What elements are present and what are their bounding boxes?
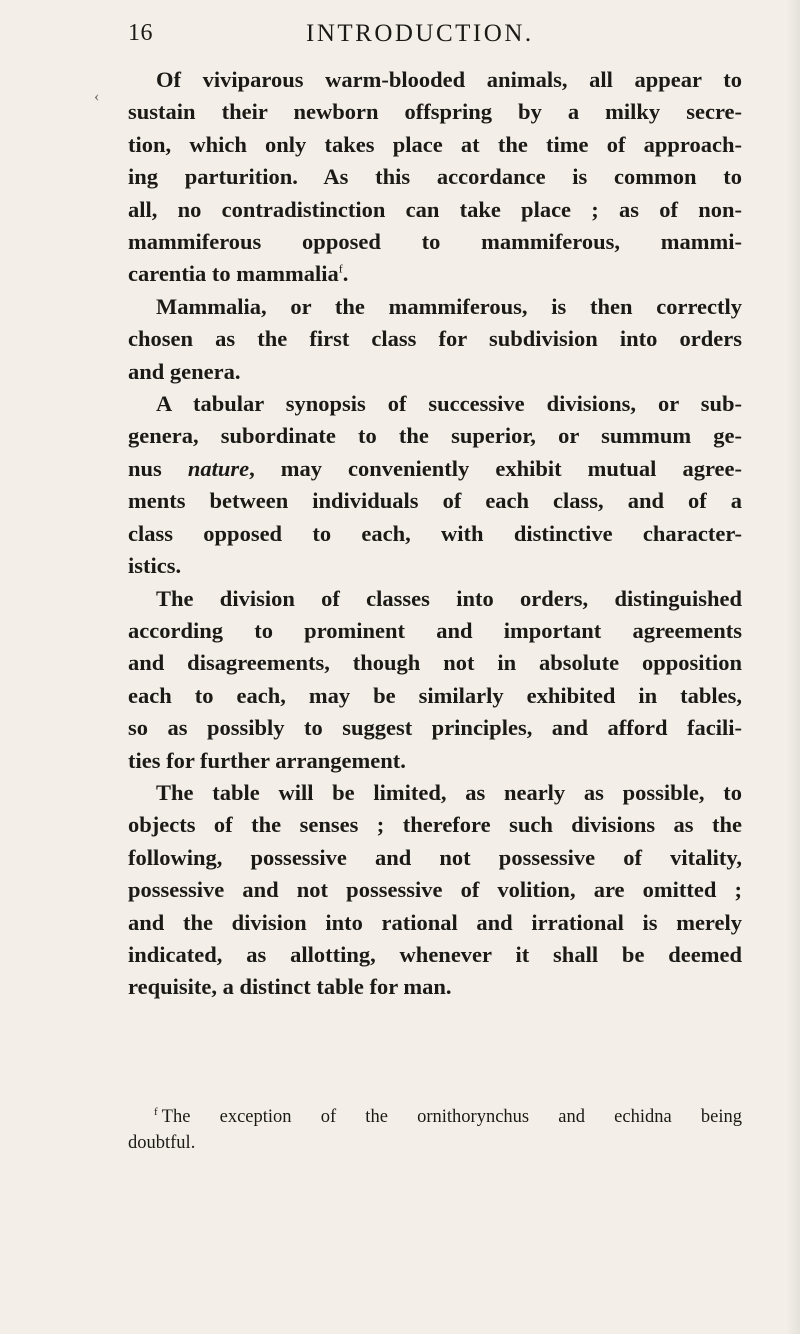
text-line: tion, which only takes place at the time of approach- bbox=[128, 131, 742, 157]
text-line: genera, subordinate to the superior, or summum ge- bbox=[128, 423, 742, 449]
text-fragment: . bbox=[342, 261, 349, 287]
text-line: istics. bbox=[128, 553, 182, 579]
text-line: ing parturition. As this accordance is common to bbox=[128, 164, 742, 190]
text-line: chosen as the first class for subdivision into orders bbox=[128, 326, 742, 352]
text-line: mammiferous opposed to mammiferous, mammi- bbox=[128, 229, 742, 255]
text-line: ties for further arrangement. bbox=[128, 747, 406, 773]
footnote-line: doubtful. bbox=[128, 1133, 196, 1153]
text-line: each to each, may be similarly exhibited in tables, bbox=[128, 682, 742, 708]
footnote-mark: f bbox=[154, 1105, 158, 1118]
paragraph-3 bbox=[128, 388, 742, 582]
text-line: requisite, a distinct table for man. bbox=[128, 974, 452, 1000]
text-fragment: carentia to mammalia bbox=[128, 261, 339, 287]
text-line: Of viviparous warm-blooded animals, all appear to bbox=[156, 67, 742, 92]
paragraph-5 bbox=[128, 777, 742, 1004]
text-line: all, no contradistinction can take place ; as of non- bbox=[128, 196, 742, 222]
paragraph-2 bbox=[128, 291, 742, 388]
text-line: following, possessive and not possessive of vitality, bbox=[128, 844, 742, 870]
text-line: and disagreements, though not in absolute opposition bbox=[128, 650, 742, 676]
text-line: and the division into rational and irrational is merely bbox=[128, 909, 742, 935]
text-line bbox=[128, 453, 742, 485]
text-line: class opposed to each, with distinctive character- bbox=[128, 520, 742, 546]
text-line: A tabular synopsis of successive divisions, or sub- bbox=[156, 391, 742, 417]
text-fragment: nus bbox=[128, 455, 188, 481]
text-line: possessive and not possessive of volition, are omitted ; bbox=[128, 877, 742, 903]
text-fragment: , may conveniently exhibit mutual agree- bbox=[249, 455, 742, 481]
text-line: and genera. bbox=[128, 358, 241, 384]
paragraph-4 bbox=[128, 583, 742, 777]
footnote-line bbox=[128, 1104, 742, 1130]
paragraph-1 bbox=[128, 64, 742, 291]
text-line: The table will be limited, as nearly as possible, to bbox=[156, 779, 742, 805]
text-line: according to prominent and important agreements bbox=[128, 617, 742, 643]
running-title: INTRODUCTION. bbox=[306, 20, 534, 47]
text-line: objects of the senses ; therefore such divisions as the bbox=[128, 812, 742, 838]
running-head bbox=[128, 20, 728, 54]
margin-mark: ‹ bbox=[94, 88, 100, 105]
footnote-reference[interactable]: f bbox=[338, 261, 343, 276]
text-fragment: The exception of the ornithorynchus and echidna being bbox=[161, 1107, 742, 1127]
text-line: so as possibly to suggest principles, and afford facili- bbox=[128, 715, 742, 741]
italic-term: nature bbox=[187, 455, 250, 481]
text-line bbox=[128, 258, 742, 290]
page-number: 16 bbox=[128, 20, 153, 46]
text-line: indicated, as allotting, whenever it shall be deemed bbox=[128, 941, 742, 967]
text-line: The division of classes into orders, distinguished bbox=[156, 585, 742, 611]
text-line: ments between individuals of each class, and of a bbox=[128, 488, 742, 514]
page-edge-shadow bbox=[786, 0, 800, 1334]
text-line: sustain their newborn offspring by a milky secre- bbox=[128, 99, 742, 125]
footnote bbox=[128, 1104, 742, 1156]
body-text bbox=[128, 64, 742, 1004]
text-line: Mammalia, or the mammiferous, is then correctly bbox=[156, 293, 742, 319]
